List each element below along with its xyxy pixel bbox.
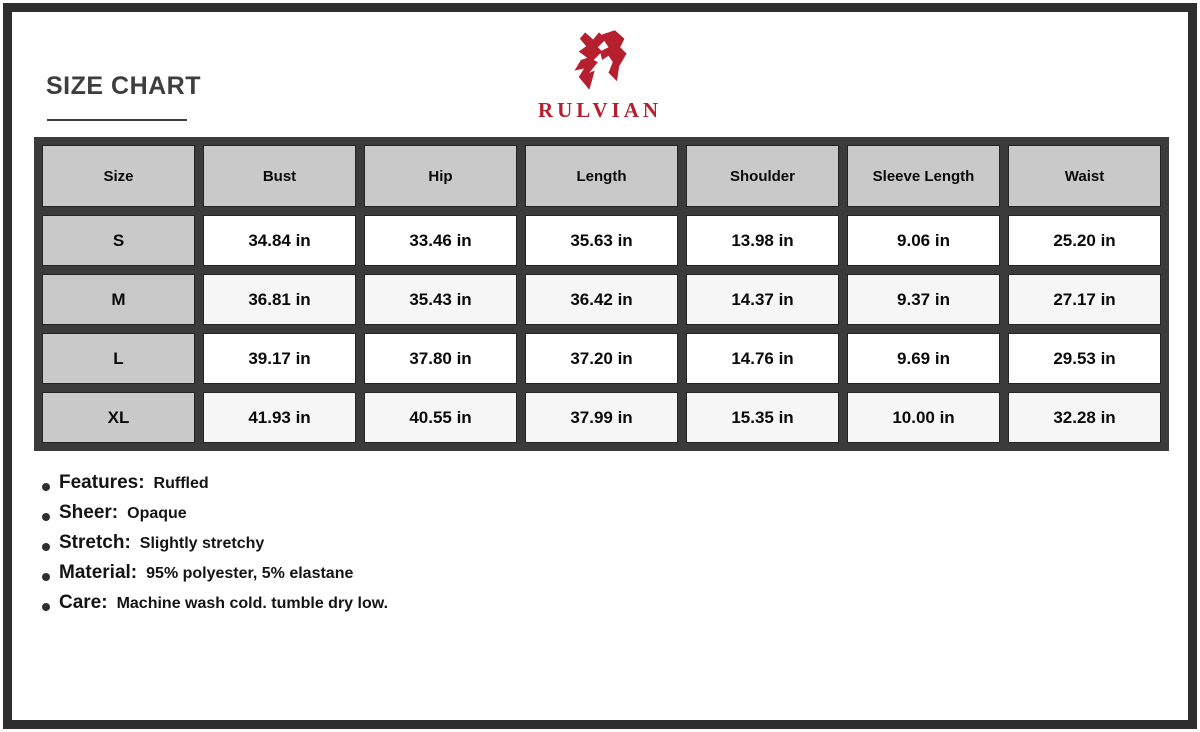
bullet-icon xyxy=(42,573,50,581)
row-l-hip: 37.80 in xyxy=(364,333,517,384)
row-l-sleeve-length: 9.69 in xyxy=(847,333,1000,384)
col-header-size: Size xyxy=(42,145,195,207)
row-xl-size-label: XL xyxy=(42,392,195,443)
product-details-list xyxy=(42,472,388,622)
detail-stretch xyxy=(42,532,388,562)
row-m-size-label: M xyxy=(42,274,195,325)
detail-care xyxy=(42,592,388,622)
row-s-sleeve-length: 9.06 in xyxy=(847,215,1000,266)
row-l-length: 37.20 in xyxy=(525,333,678,384)
row-s-hip: 33.46 in xyxy=(364,215,517,266)
detail-sheer xyxy=(42,502,388,532)
title-underline xyxy=(47,119,187,121)
bullet-icon xyxy=(42,543,50,551)
row-xl-sleeve-length: 10.00 in xyxy=(847,392,1000,443)
detail-value: Ruffled xyxy=(153,475,209,492)
size-chart-table xyxy=(34,137,1169,451)
detail-label: Care: xyxy=(59,592,108,613)
detail-label: Material: xyxy=(59,562,138,583)
col-header-hip: Hip xyxy=(364,145,517,207)
row-l-size-label: L xyxy=(42,333,195,384)
detail-value: Slightly stretchy xyxy=(139,535,265,552)
detail-label: Stretch: xyxy=(59,532,131,553)
col-header-length: Length xyxy=(525,145,678,207)
row-l-shoulder: 14.76 in xyxy=(686,333,839,384)
bullet-icon xyxy=(42,483,50,491)
detail-value: Opaque xyxy=(127,505,187,522)
row-s-waist: 25.20 in xyxy=(1008,215,1161,266)
row-xl-waist: 32.28 in xyxy=(1008,392,1161,443)
detail-label: Features: xyxy=(59,472,145,493)
row-xl-shoulder: 15.35 in xyxy=(686,392,839,443)
row-m-bust: 36.81 in xyxy=(203,274,356,325)
bullet-icon xyxy=(42,603,50,611)
detail-value: Machine wash cold. tumble dry low. xyxy=(116,595,389,612)
row-m-waist: 27.17 in xyxy=(1008,274,1161,325)
bullet-icon xyxy=(42,513,50,521)
brand-r-mark-icon xyxy=(564,26,636,94)
row-m-hip: 35.43 in xyxy=(364,274,517,325)
row-xl-bust: 41.93 in xyxy=(203,392,356,443)
size-chart-page xyxy=(3,3,1197,729)
brand-wordmark: RULVIAN xyxy=(537,98,663,122)
col-header-bust: Bust xyxy=(203,145,356,207)
col-header-shoulder: Shoulder xyxy=(686,145,839,207)
detail-material xyxy=(42,562,388,592)
row-s-length: 35.63 in xyxy=(525,215,678,266)
row-s-bust: 34.84 in xyxy=(203,215,356,266)
row-l-waist: 29.53 in xyxy=(1008,333,1161,384)
row-m-length: 36.42 in xyxy=(525,274,678,325)
row-xl-hip: 40.55 in xyxy=(364,392,517,443)
detail-features xyxy=(42,472,388,502)
col-header-waist: Waist xyxy=(1008,145,1161,207)
brand-logo xyxy=(500,26,700,123)
row-s-size-label: S xyxy=(42,215,195,266)
row-s-shoulder: 13.98 in xyxy=(686,215,839,266)
row-xl-length: 37.99 in xyxy=(525,392,678,443)
row-l-bust: 39.17 in xyxy=(203,333,356,384)
row-m-sleeve-length: 9.37 in xyxy=(847,274,1000,325)
detail-value: 95% polyester, 5% elastane xyxy=(146,565,354,582)
row-m-shoulder: 14.37 in xyxy=(686,274,839,325)
page-title: SIZE CHART xyxy=(46,72,201,100)
detail-label: Sheer: xyxy=(59,502,119,523)
col-header-sleeve-length: Sleeve Length xyxy=(847,145,1000,207)
